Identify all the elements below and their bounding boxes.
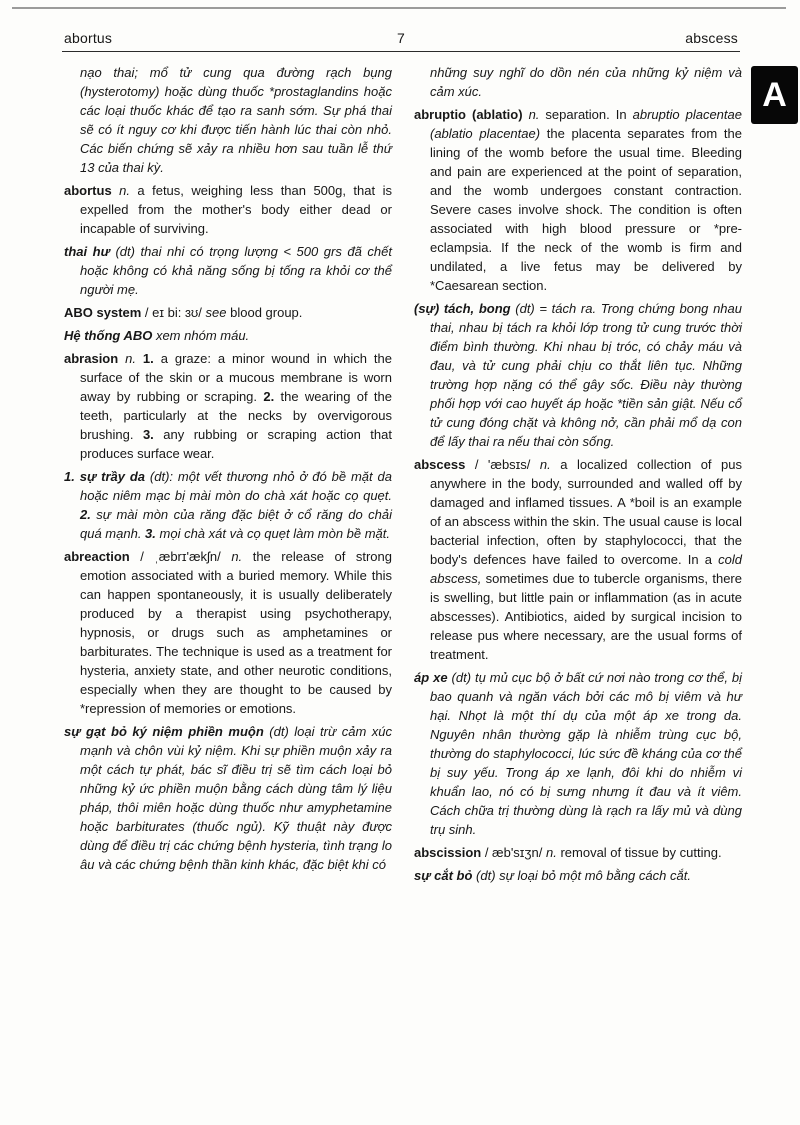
entry-su-gat-bo-ky-niem-phien-muon (64, 722, 392, 874)
guide-word-right: abscess (685, 30, 738, 46)
entry-text-segment: sự cắt bỏ (414, 868, 477, 883)
entry-abscission (414, 843, 742, 862)
entry-text-segment: a fetus, weighing less than 500g, that is expelled from the mother's body either dead or incapable of surviving. (80, 183, 392, 236)
right-column (414, 63, 742, 889)
entry-text-segment: see (205, 305, 231, 320)
letter-thumb-tab (751, 66, 798, 124)
entry-text-segment: (dt) = tách ra. Trong chứng bong nhau thai, nhau bị tách ra khỏi lớp trong tử cung trước thời điểm bình thường. Khi nhau bị tróc, có chảy máu và đau, và tử cung phải chịu co thắt liên tục. Những trường hợp nặng có thể gây sốc. Điều này thường phối hợp với cao huyết áp hoặc *tiền sản giật. Nếu cổ tử cung đóng chặt và không nở, cần phải mổ dạ con để lấy thai ra nếu thai còn sống. (430, 301, 742, 449)
entry-text-segment: abrasion (64, 351, 126, 366)
entry-text-segment: a graze: a minor wound in which the surface of the skin or a mucous membrane is worn away by rubbing or scraping. (80, 351, 393, 404)
entry-text-segment: abortus (64, 183, 120, 198)
page-number: 7 (397, 30, 405, 46)
entry-text-segment: 2. (80, 507, 97, 522)
entry-text-segment: any rubbing or scraping action that produces surface wear. (80, 427, 392, 461)
entry-abo-system (64, 303, 392, 322)
entry-text-segment: the wearing of the teeth, particularly at the necks by overvigorous brushing. (80, 389, 392, 442)
entry-text-segment: (dt) sự loại bỏ một mô bằng cách cắt. (476, 868, 691, 883)
entry-text-segment: abreaction (64, 549, 141, 564)
entry-text-segment: 1. sự trầy da (64, 469, 150, 484)
entry-text-segment: những suy nghĩ do dồn nén của những kỷ niệm và cảm xúc. (430, 65, 742, 99)
entry-su-cat-bo (414, 866, 742, 885)
entry-text-segment: / eɪ bi: ɜʊ/ (144, 305, 206, 320)
entry-text-segment: (dt) tụ mủ cục bộ ở bất cứ nơi nào trong cơ thể, bị bao quanh và ngăn vách bởi các mô bị viêm và hư hại. Nhọt là một thí dụ của một áp xe trong da. Nguyên nhân thường gặp là nhiễm trùng cục bộ, thường do staphylococci, lúc sức đề kháng của cơ thể bị suy yếu. Trong áp xe lạnh, đôi khi do nhiễm vi khuẩn lao, nó có bị sưng nhưng ít đau và ít viêm. Cách chữa trị thường dùng là rạch ra lấy mủ và dùng trụ sinh. (430, 670, 743, 837)
entry-abreaction (64, 547, 392, 718)
entry-abruptio (414, 105, 742, 295)
entry-text-segment: xem nhóm máu. (155, 328, 250, 343)
entry-text-segment: separation. In (545, 107, 633, 122)
entry-text-segment: thai hư (64, 244, 116, 259)
entry-abscess (414, 455, 742, 664)
entry-ap-xe (414, 668, 742, 839)
entry-text-segment: 2. (263, 389, 281, 404)
entry-abortus (64, 181, 392, 238)
entry-text-segment: n. (545, 845, 561, 860)
entry-text-segment: (dt): một vết thương nhỏ ở đó bề mặt da hoặc niêm mạc bị mài mòn do chà xát hoặc cọ quẹt. (80, 469, 392, 503)
entry-abrasion (64, 349, 392, 463)
entry-text-segment: abruptio (ablatio) (414, 107, 529, 122)
entry-text-segment: / æb'sɪʒn/ (484, 845, 546, 860)
entry-text-segment: abruptio placentae (ablatio placentae) (430, 107, 742, 141)
guide-word-left: abortus (64, 30, 113, 46)
scan-edge-line (12, 7, 786, 9)
entry-abrasion-vi (64, 467, 392, 543)
entry-text-segment: removal of tissue by cutting. (560, 845, 722, 860)
entry-text-segment: cold abscess, (430, 552, 742, 586)
entry-su-tach-bong (414, 299, 742, 451)
entry-text-segment: n. (125, 351, 143, 366)
entry-text-segment: / ˌæbrɪ'ækʃn/ (140, 549, 232, 564)
entry-he-thong-abo (64, 326, 392, 345)
left-column (64, 63, 392, 889)
entry-text-segment: sự gạt bỏ ký niệm phiền muộn (64, 724, 270, 739)
letter-tab-label: A (762, 75, 787, 114)
abreaction-translation-continued (414, 63, 742, 101)
entry-text-segment: áp xe (414, 670, 452, 685)
text-columns (0, 63, 800, 889)
entry-text-segment: Hệ thống ABO (64, 328, 156, 343)
entry-text-segment: 1. (142, 351, 161, 366)
entry-text-segment: a localized collection of pus anywhere in the body, surrounded and walled off by damaged and inflamed tissues. A *boil is an example of an abscess within the skin. The usual cause is local bacterial infection, often by staphylococci, that the body's defences have failed to overcome. In a (430, 457, 742, 567)
entry-text-segment: sự mài mòn của răng đặc biệt ở cổ răng do chải quá mạnh. (80, 507, 392, 541)
entry-text-segment: ABO system (64, 305, 145, 320)
entry-text-segment: n. (539, 457, 561, 472)
entry-text-segment: sometimes due to tubercle organisms, there is swelling, but little pain or inflammation (as in acute abscesses). Antibiotics, aided by surgical incision to release pus where necessary, are the usual forms of treatment. (430, 571, 742, 662)
abortion-translation-continued (64, 63, 392, 177)
entry-text-segment: the placenta separates from the lining of the womb before the usual time. Bleeding and pain are experienced at the point of separation, and the womb undergoes constant contraction. Severe cases involve shock. The condition is often associated with high blood pressure or *pre-eclampsia. If the neck of the womb is firm and undilated, a live fetus may be delivered by *Caesarean section. (430, 126, 742, 293)
entry-text-segment: 3. (145, 526, 160, 541)
entry-text-segment: mọi chà xát và cọ quẹt làm mòn bề mặt. (159, 526, 391, 541)
entry-text-segment: 3. (142, 427, 164, 442)
entry-text-segment: n. (231, 549, 253, 564)
entry-text-segment: n. (119, 183, 138, 198)
entry-text-segment: n. (528, 107, 546, 122)
entry-text-segment: nạo thai; mổ tử cung qua đường rạch bụng (hysterotomy) hoặc dùng thuốc *prostaglandins hoặc các loại thuốc khác để tạo ra sanh sớm. Sự phá thai sẽ có ít nguy cơ khi được tiến hành lúc thai còn nhỏ. Các biến chứng sẽ xảy ra nhiều hơn sau tuần lễ thứ 13 của thai kỳ. (80, 65, 392, 175)
entry-text-segment: blood group. (230, 305, 303, 320)
entry-text-segment: abscess (414, 457, 475, 472)
entry-text-segment: abscission (414, 845, 485, 860)
header-rule (62, 51, 740, 52)
entry-text-segment: the release of strong emotion associated with a buried memory. While this can happen spontaneously, it is usually deliberately produced by a therapist using psychotherapy, hypnosis, or drugs such as amphetamines or barbiturates. The technique is used as a treatment for hysteria, anxiety state, and other neurotic conditions, especially when they are thought to be caused by *repression of memories or emotions. (80, 549, 392, 716)
entry-text-segment: (dt) thai nhi có trọng lượng < 500 grs đã chết hoặc không có khả năng sống bị tống ra khỏi cơ thể người mẹ. (80, 244, 392, 297)
entry-text-segment: (sự) tách, bong (414, 301, 516, 316)
entry-thai-hu (64, 242, 392, 299)
entry-text-segment: / 'æbsɪs/ (474, 457, 540, 472)
entry-text-segment: (dt) loại trừ cảm xúc mạnh và chôn vùi kỷ niệm. Khi sự phiền muộn xảy ra một cách tự phát, bác sĩ điều trị sẽ tìm cách loại bỏ những kỷ ức phiền muộn bằng cách dùng tâm lý liệu pháp, thôi miên hoặc dùng thuốc như amyphetamine hoặc barbiturates (thuốc ngủ). Kỹ thuật này được dùng để điều trị các chứng bệnh hysteria, tình trạng lo âu và các chứng bệnh thần kinh khác, đặc biệt khi có (80, 724, 393, 872)
